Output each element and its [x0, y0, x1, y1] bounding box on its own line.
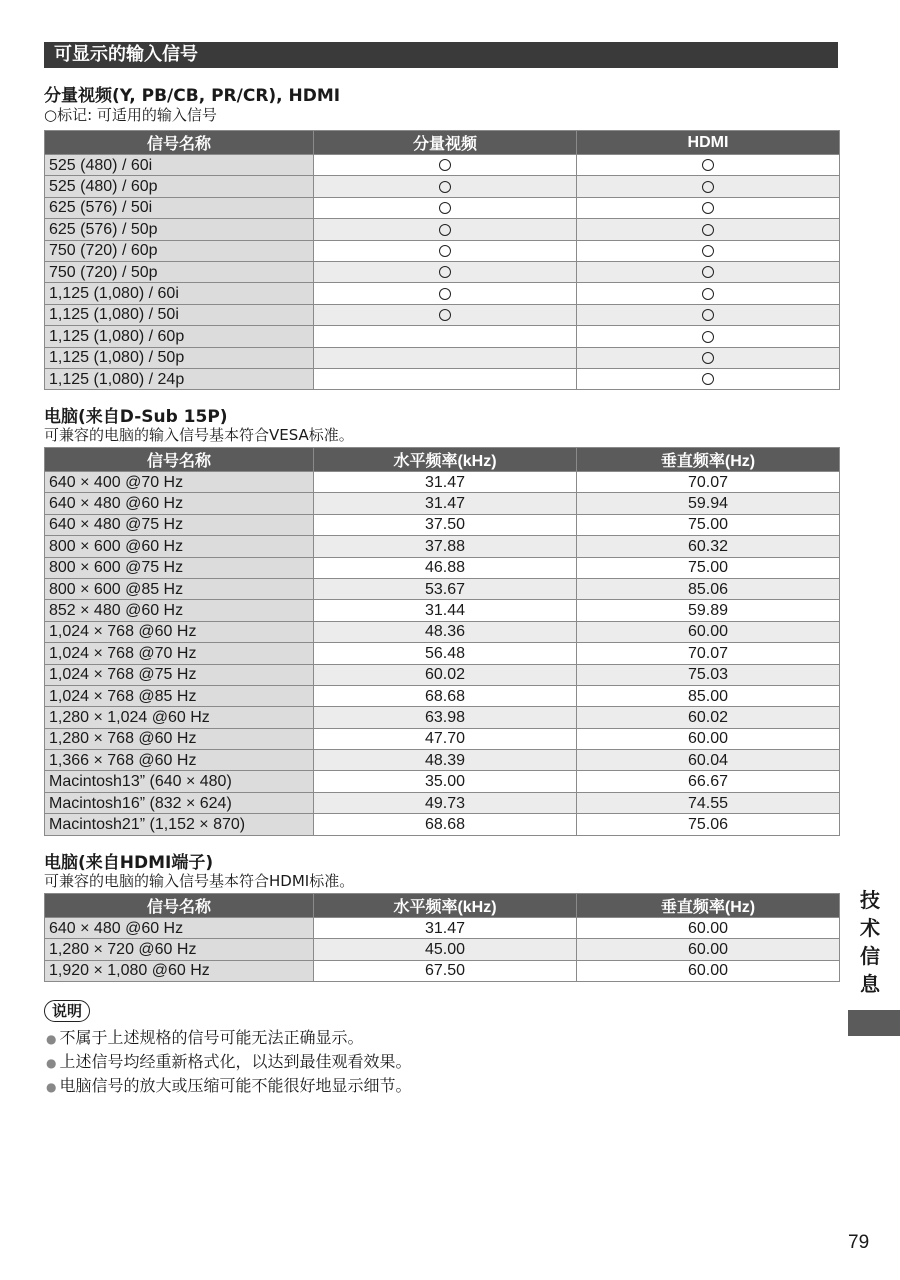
side-label-char: 信 — [860, 944, 880, 968]
component-support-cell — [314, 261, 577, 282]
horizontal-frequency-cell: 37.50 — [314, 514, 577, 535]
supported-circle-icon — [439, 288, 451, 300]
signal-name-cell: 800 × 600 @60 Hz — [45, 536, 314, 557]
column-header: HDMI — [577, 131, 840, 155]
table-row — [45, 261, 840, 282]
table-row — [45, 283, 840, 304]
supported-circle-icon — [702, 309, 714, 321]
supported-circle-icon — [702, 202, 714, 214]
component-support-cell — [314, 240, 577, 261]
vertical-frequency-cell: 60.00 — [577, 960, 840, 981]
signal-name-cell: 800 × 600 @85 Hz — [45, 578, 314, 599]
horizontal-frequency-cell: 31.47 — [314, 472, 577, 493]
column-header: 信号名称 — [45, 131, 314, 155]
signal-name-cell: 750 (720) / 50p — [45, 261, 314, 282]
component-support-cell — [314, 155, 577, 176]
supported-circle-icon — [439, 181, 451, 193]
side-label-char: 技 — [860, 888, 880, 912]
hdmi-support-cell — [577, 219, 840, 240]
component-support-cell — [314, 304, 577, 325]
column-header: 信号名称 — [45, 894, 314, 918]
signal-name-cell: 1,125 (1,080) / 60p — [45, 326, 314, 347]
supported-circle-icon — [702, 352, 714, 364]
hdmi-support-cell — [577, 347, 840, 368]
supported-circle-icon — [702, 159, 714, 171]
signal-name-cell: 525 (480) / 60p — [45, 176, 314, 197]
horizontal-frequency-cell: 45.00 — [314, 939, 577, 960]
bullet-icon: ● — [46, 1031, 57, 1046]
signal-name-cell: 640 × 480 @60 Hz — [45, 493, 314, 514]
table-row — [45, 536, 840, 557]
signal-name-cell: 1,125 (1,080) / 50p — [45, 347, 314, 368]
note-text: 电脑信号的放大或压缩可能不能很好地显示细节。 — [59, 1076, 412, 1095]
signal-name-cell: Macintosh21” (1,152 × 870) — [45, 814, 314, 835]
side-tab-bar — [848, 1010, 900, 1036]
signal-name-cell: 1,024 × 768 @60 Hz — [45, 621, 314, 642]
side-label-char: 息 — [860, 972, 880, 996]
component-support-cell — [314, 283, 577, 304]
hdmi-support-cell — [577, 261, 840, 282]
horizontal-frequency-cell: 68.68 — [314, 685, 577, 706]
horizontal-frequency-cell: 46.88 — [314, 557, 577, 578]
signal-name-cell: 640 × 400 @70 Hz — [45, 472, 314, 493]
hdmi-support-cell — [577, 283, 840, 304]
component-support-cell — [314, 219, 577, 240]
note-item — [46, 1050, 412, 1074]
vertical-frequency-cell: 85.06 — [577, 578, 840, 599]
signal-name-cell: 750 (720) / 60p — [45, 240, 314, 261]
component-support-cell — [314, 197, 577, 218]
horizontal-frequency-cell: 47.70 — [314, 728, 577, 749]
vertical-frequency-cell: 70.07 — [577, 643, 840, 664]
supported-circle-icon — [439, 202, 451, 214]
vertical-frequency-cell: 75.00 — [577, 557, 840, 578]
table-row — [45, 771, 840, 792]
page-number: 79 — [848, 1232, 870, 1253]
column-header: 垂直频率(Hz) — [577, 448, 840, 472]
page-title: 可显示的输入信号 — [44, 42, 838, 68]
signal-name-cell: 525 (480) / 60i — [45, 155, 314, 176]
pc-hdmi-signal-table — [44, 893, 840, 982]
column-header: 水平频率(kHz) — [314, 894, 577, 918]
signal-name-cell: 1,280 × 720 @60 Hz — [45, 939, 314, 960]
supported-circle-icon — [439, 309, 451, 321]
signal-name-cell: 640 × 480 @60 Hz — [45, 918, 314, 939]
table-row — [45, 240, 840, 261]
table-row — [45, 326, 840, 347]
vertical-frequency-cell: 60.00 — [577, 939, 840, 960]
signal-name-cell: 852 × 480 @60 Hz — [45, 600, 314, 621]
column-header: 分量视频 — [314, 131, 577, 155]
table-row — [45, 728, 840, 749]
vertical-frequency-cell: 59.89 — [577, 600, 840, 621]
note-item — [46, 1026, 412, 1050]
supported-circle-icon — [702, 266, 714, 278]
hdmi-support-cell — [577, 155, 840, 176]
signal-name-cell: Macintosh16” (832 × 624) — [45, 792, 314, 813]
table-row — [45, 685, 840, 706]
horizontal-frequency-cell: 35.00 — [314, 771, 577, 792]
table-row — [45, 792, 840, 813]
signal-name-cell: 625 (576) / 50i — [45, 197, 314, 218]
pc-dsub-section-heading: 电脑(来自D-Sub 15P) — [44, 407, 228, 427]
table-row — [45, 664, 840, 685]
signal-name-cell: 1,366 × 768 @60 Hz — [45, 750, 314, 771]
table-row — [45, 155, 840, 176]
bullet-icon: ● — [46, 1055, 57, 1070]
component-support-cell — [314, 326, 577, 347]
hdmi-support-cell — [577, 240, 840, 261]
notes-list — [46, 1026, 412, 1098]
table-row — [45, 493, 840, 514]
vertical-frequency-cell: 60.04 — [577, 750, 840, 771]
component-support-cell — [314, 347, 577, 368]
pc-hdmi-section-heading: 电脑(来自HDMI端子) — [44, 853, 214, 873]
signal-name-cell: 1,920 × 1,080 @60 Hz — [45, 960, 314, 981]
note-item — [46, 1074, 412, 1098]
signal-name-cell: 1,280 × 1,024 @60 Hz — [45, 707, 314, 728]
vertical-frequency-cell: 60.00 — [577, 621, 840, 642]
vertical-frequency-cell: 60.32 — [577, 536, 840, 557]
supported-circle-icon — [702, 373, 714, 385]
vertical-frequency-cell: 70.07 — [577, 472, 840, 493]
table-row — [45, 578, 840, 599]
table-row — [45, 347, 840, 368]
supported-circle-icon — [702, 224, 714, 236]
signal-name-cell: 640 × 480 @75 Hz — [45, 514, 314, 535]
hdmi-support-cell — [577, 176, 840, 197]
hdmi-support-cell — [577, 197, 840, 218]
horizontal-frequency-cell: 68.68 — [314, 814, 577, 835]
table-row — [45, 514, 840, 535]
supported-circle-icon — [702, 245, 714, 257]
supported-circle-icon — [702, 288, 714, 300]
table-row — [45, 368, 840, 389]
supported-circle-icon — [702, 181, 714, 193]
horizontal-frequency-cell: 63.98 — [314, 707, 577, 728]
component-section-heading: 分量视频(Y, PB/CB, PR/CR), HDMI — [44, 86, 341, 106]
vertical-frequency-cell: 75.06 — [577, 814, 840, 835]
notes-label: 说明 — [44, 1000, 90, 1022]
hdmi-support-cell — [577, 304, 840, 325]
column-header: 垂直频率(Hz) — [577, 894, 840, 918]
horizontal-frequency-cell: 37.88 — [314, 536, 577, 557]
vertical-frequency-cell: 60.02 — [577, 707, 840, 728]
table-row — [45, 621, 840, 642]
vertical-frequency-cell: 75.00 — [577, 514, 840, 535]
column-header: 水平频率(kHz) — [314, 448, 577, 472]
horizontal-frequency-cell: 31.47 — [314, 493, 577, 514]
side-label-char: 术 — [860, 916, 880, 940]
table-row — [45, 472, 840, 493]
vertical-frequency-cell: 60.00 — [577, 728, 840, 749]
table-row — [45, 643, 840, 664]
table-row — [45, 219, 840, 240]
vertical-frequency-cell: 74.55 — [577, 792, 840, 813]
supported-circle-icon — [702, 331, 714, 343]
table-row — [45, 960, 840, 981]
supported-circle-icon — [439, 245, 451, 257]
note-text: 上述信号均经重新格式化，以达到最佳观看效果。 — [59, 1052, 412, 1071]
bullet-icon: ● — [46, 1079, 57, 1094]
vertical-frequency-cell: 60.00 — [577, 918, 840, 939]
table-row — [45, 304, 840, 325]
signal-name-cell: 1,125 (1,080) / 24p — [45, 368, 314, 389]
component-signal-table — [44, 130, 840, 390]
horizontal-frequency-cell: 67.50 — [314, 960, 577, 981]
horizontal-frequency-cell: 49.73 — [314, 792, 577, 813]
component-support-cell — [314, 176, 577, 197]
horizontal-frequency-cell: 53.67 — [314, 578, 577, 599]
signal-name-cell: 1,125 (1,080) / 50i — [45, 304, 314, 325]
table-row — [45, 557, 840, 578]
table-row — [45, 918, 840, 939]
hdmi-support-cell — [577, 368, 840, 389]
pc-dsub-signal-table — [44, 447, 840, 836]
horizontal-frequency-cell: 56.48 — [314, 643, 577, 664]
horizontal-frequency-cell: 31.47 — [314, 918, 577, 939]
signal-name-cell: Macintosh13” (640 × 480) — [45, 771, 314, 792]
horizontal-frequency-cell: 48.36 — [314, 621, 577, 642]
supported-circle-icon — [439, 159, 451, 171]
component-section-note: ○标记: 可适用的输入信号 — [44, 106, 217, 124]
side-section-label — [848, 886, 892, 998]
signal-name-cell: 625 (576) / 50p — [45, 219, 314, 240]
supported-circle-icon — [439, 266, 451, 278]
table-row — [45, 939, 840, 960]
horizontal-frequency-cell: 48.39 — [314, 750, 577, 771]
table-row — [45, 750, 840, 771]
table-row — [45, 707, 840, 728]
column-header: 信号名称 — [45, 448, 314, 472]
signal-name-cell: 1,024 × 768 @85 Hz — [45, 685, 314, 706]
signal-name-cell: 1,024 × 768 @75 Hz — [45, 664, 314, 685]
signal-name-cell: 1,125 (1,080) / 60i — [45, 283, 314, 304]
vertical-frequency-cell: 66.67 — [577, 771, 840, 792]
vertical-frequency-cell: 85.00 — [577, 685, 840, 706]
vertical-frequency-cell: 75.03 — [577, 664, 840, 685]
signal-name-cell: 800 × 600 @75 Hz — [45, 557, 314, 578]
signal-name-cell: 1,024 × 768 @70 Hz — [45, 643, 314, 664]
vertical-frequency-cell: 59.94 — [577, 493, 840, 514]
table-row — [45, 600, 840, 621]
horizontal-frequency-cell: 31.44 — [314, 600, 577, 621]
table-row — [45, 814, 840, 835]
signal-name-cell: 1,280 × 768 @60 Hz — [45, 728, 314, 749]
table-row — [45, 176, 840, 197]
note-text: 不属于上述规格的信号可能无法正确显示。 — [59, 1028, 364, 1047]
pc-dsub-section-note: 可兼容的电脑的输入信号基本符合VESA标准。 — [44, 426, 354, 444]
pc-hdmi-section-note: 可兼容的电脑的输入信号基本符合HDMI标准。 — [44, 872, 355, 890]
component-support-cell — [314, 368, 577, 389]
supported-circle-icon — [439, 224, 451, 236]
hdmi-support-cell — [577, 326, 840, 347]
table-row — [45, 197, 840, 218]
horizontal-frequency-cell: 60.02 — [314, 664, 577, 685]
